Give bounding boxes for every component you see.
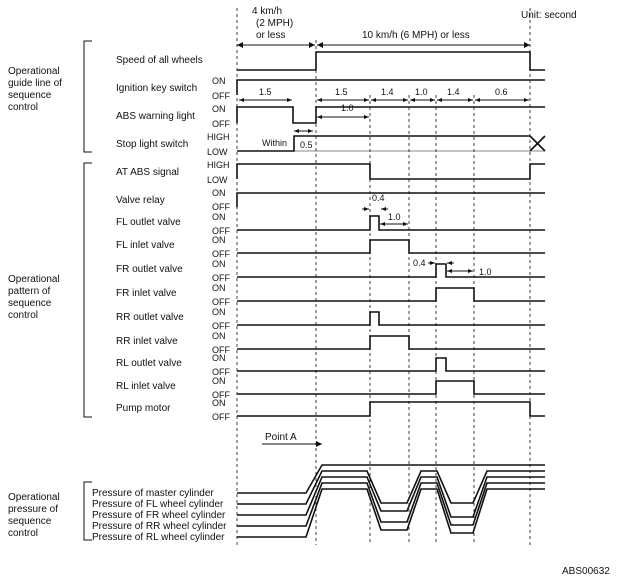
svg-text:sequence: sequence [8, 516, 52, 527]
svg-text:ON: ON [212, 259, 226, 269]
svg-text:ON: ON [212, 307, 226, 317]
svg-text:0.5: 0.5 [300, 140, 313, 150]
pressure-label-rr: Pressure of RR wheel cylinder [92, 521, 227, 532]
wave-rr-inlet [237, 336, 545, 349]
pressure-curve-rl [237, 489, 545, 537]
signal-label-fr-inlet: FR inlet valve [116, 288, 177, 299]
speed-low-line-2: (2 MPH) [256, 18, 294, 29]
wave-fr-outlet [237, 264, 545, 277]
signal-label-fr-outlet: FR outlet valve [116, 264, 183, 275]
svg-text:1.4: 1.4 [447, 87, 460, 97]
pressure-label-master: Pressure of master cylinder [92, 488, 214, 499]
wave-rl-inlet [237, 381, 545, 394]
svg-text:LOW: LOW [207, 175, 228, 185]
signal-labels [116, 55, 203, 414]
wave-fr-inlet [237, 288, 545, 301]
svg-text:OFF: OFF [212, 367, 230, 377]
svg-text:OFF: OFF [212, 249, 230, 259]
svg-text:ON: ON [212, 353, 226, 363]
svg-text:OFF: OFF [212, 345, 230, 355]
svg-text:guide line of: guide line of [8, 78, 62, 89]
svg-text:OFF: OFF [212, 202, 230, 212]
signal-label-rr-inlet: RR inlet valve [116, 336, 178, 347]
state-labels [207, 76, 230, 422]
svg-text:ON: ON [212, 212, 226, 222]
speed-low-line-3: or less [256, 30, 286, 41]
svg-text:control: control [8, 528, 39, 539]
svg-text:OFF: OFF [212, 412, 230, 422]
svg-text:ON: ON [212, 235, 226, 245]
svg-text:control: control [8, 102, 39, 113]
svg-text:LOW: LOW [207, 147, 228, 157]
svg-text:ON: ON [212, 188, 226, 198]
svg-text:pressure of: pressure of [8, 504, 59, 515]
svg-text:ON: ON [212, 76, 226, 86]
wave-pump-motor [237, 402, 545, 416]
svg-text:control: control [8, 310, 39, 321]
group-label-pattern [8, 274, 60, 321]
figure-ref-code: ABS00632 [562, 566, 610, 577]
wave-valve-relay [237, 193, 545, 207]
wave-fl-inlet [237, 240, 545, 253]
svg-text:Operational: Operational [8, 274, 60, 285]
pressure-labels [92, 488, 227, 543]
svg-text:sequence: sequence [8, 90, 52, 101]
pressure-curves [237, 465, 545, 537]
wave-rr-outlet [237, 312, 545, 325]
svg-text:OFF: OFF [212, 226, 230, 236]
speed-high-label: 10 km/h (6 MPH) or less [362, 30, 470, 41]
svg-text:ON: ON [212, 283, 226, 293]
svg-text:1.5: 1.5 [259, 87, 272, 97]
signal-label-valve-relay: Valve relay [116, 195, 165, 206]
pressure-label-fr: Pressure of FR wheel cylinder [92, 510, 226, 521]
svg-text:HIGH: HIGH [207, 132, 230, 142]
signal-label-speed: Speed of all wheels [116, 55, 203, 66]
speed-low-line-1: 4 km/h [252, 6, 283, 17]
svg-text:OFF: OFF [212, 321, 230, 331]
svg-text:ON: ON [212, 376, 226, 386]
point-a-marker [262, 432, 322, 447]
svg-text:Point A: Point A [265, 432, 297, 443]
svg-text:OFF: OFF [212, 297, 230, 307]
pressure-curve-fl [237, 471, 545, 504]
svg-text:ON: ON [212, 104, 226, 114]
svg-text:Operational: Operational [8, 492, 60, 503]
signal-label-stop-light: Stop light switch [116, 139, 189, 150]
signal-label-rl-outlet: RL outlet valve [116, 358, 182, 369]
signal-label-abs-warning: ABS warning light [116, 111, 195, 122]
wave-at-abs [237, 164, 545, 179]
pressure-label-rl: Pressure of RL wheel cylinder [92, 532, 225, 543]
pressure-label-fl: Pressure of FL wheel cylinder [92, 499, 224, 510]
signal-label-fl-outlet: FL outlet valve [116, 217, 181, 228]
svg-text:sequence: sequence [8, 298, 52, 309]
group-brackets [84, 41, 92, 540]
svg-text:OFF: OFF [212, 91, 230, 101]
svg-text:Operational: Operational [8, 66, 60, 77]
svg-text:1.0: 1.0 [415, 87, 428, 97]
svg-text:HIGH: HIGH [207, 160, 230, 170]
svg-text:Within: Within [262, 138, 288, 148]
svg-text:0.4: 0.4 [372, 193, 385, 203]
svg-text:1.0: 1.0 [479, 267, 492, 277]
svg-text:0.6: 0.6 [495, 87, 508, 97]
wave-speed [237, 52, 545, 70]
group-label-guide [8, 66, 62, 113]
svg-text:1.0: 1.0 [341, 103, 354, 113]
speed-dimension-arrows [237, 42, 530, 48]
wave-abs-warning [237, 107, 545, 123]
svg-text:OFF: OFF [212, 273, 230, 283]
abs-timing-row [239, 87, 529, 119]
svg-text:1.4: 1.4 [381, 87, 394, 97]
within-annotation [262, 129, 313, 150]
signal-label-fl-inlet: FL inlet valve [116, 240, 175, 251]
svg-text:ON: ON [212, 331, 226, 341]
svg-text:pattern of: pattern of [8, 286, 51, 297]
signal-label-rl-inlet: RL inlet valve [116, 381, 176, 392]
svg-text:0.4: 0.4 [413, 258, 426, 268]
signal-label-pump-motor: Pump motor [116, 403, 171, 414]
unit-label: Unit: second [521, 10, 577, 21]
waveforms [237, 52, 545, 416]
signal-label-at-abs: AT ABS signal [116, 167, 179, 178]
group-label-pressure [8, 492, 60, 539]
signal-label-ignition: Ignition key switch [116, 83, 198, 94]
svg-text:OFF: OFF [212, 119, 230, 129]
valve-timing-annotations [362, 193, 492, 277]
svg-text:1.5: 1.5 [335, 87, 348, 97]
svg-text:ON: ON [212, 398, 226, 408]
wave-rl-outlet [237, 358, 545, 371]
signal-label-rr-outlet: RR outlet valve [116, 312, 184, 323]
svg-text:OFF: OFF [212, 390, 230, 400]
svg-text:1.0: 1.0 [388, 212, 401, 222]
